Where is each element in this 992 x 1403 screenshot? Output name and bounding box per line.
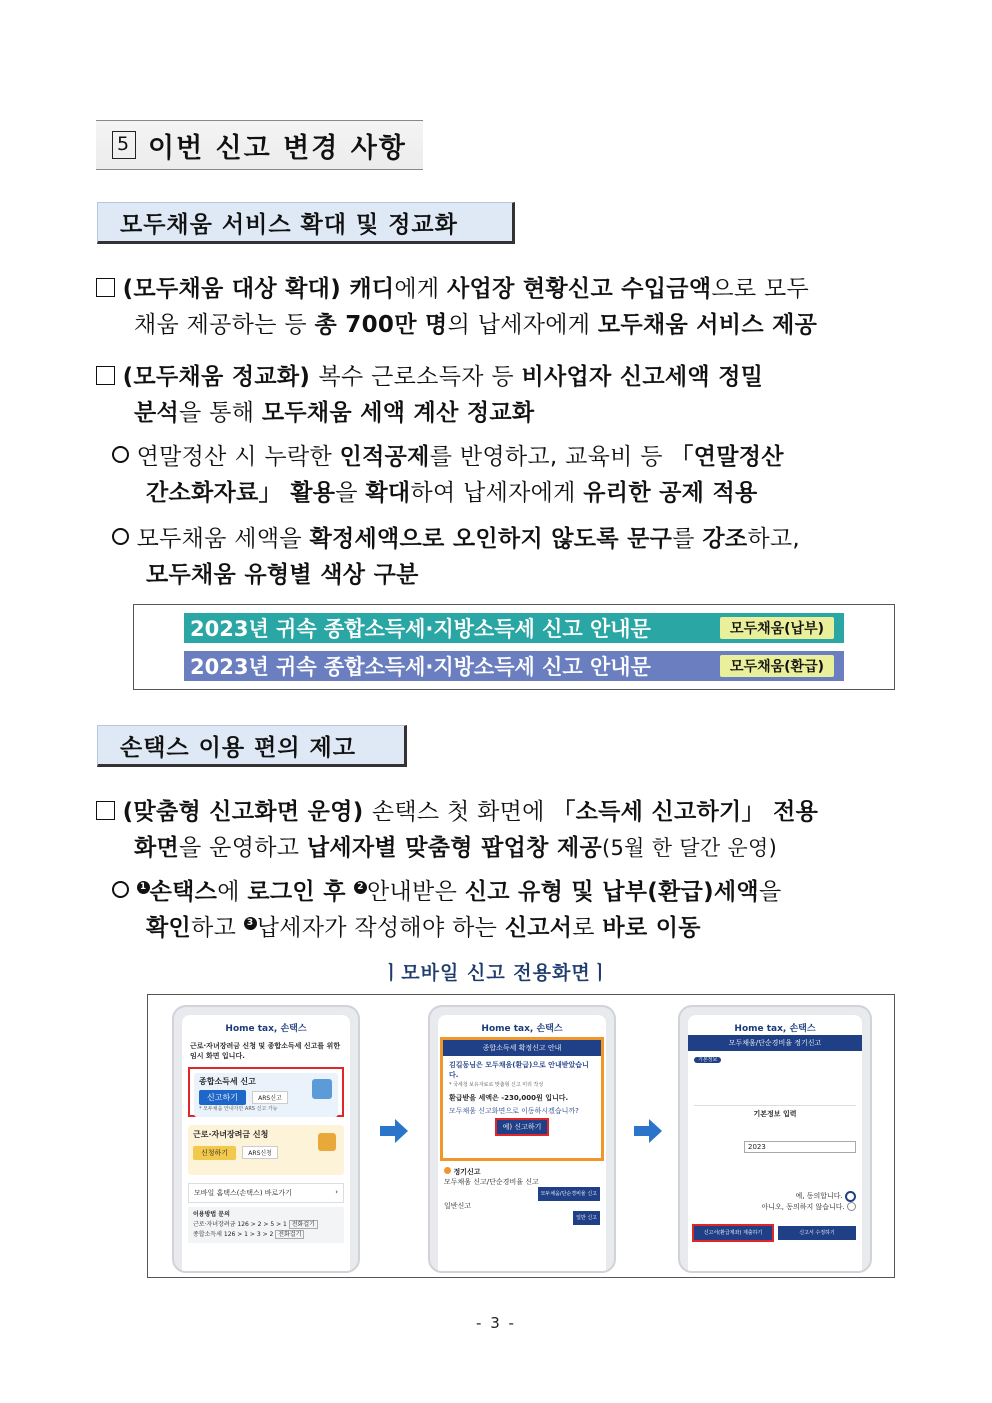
help-box: 이용방법 문의 근로·자녀장려금 126 > 2 > 5 > 1 전화걸기 종합소득세 126 > 1 > 3 > 2 전화걸기 <box>188 1207 344 1243</box>
disagree-radio[interactable] <box>847 1202 856 1211</box>
sontax-logo: Home tax, 손택스 <box>225 1024 307 1034</box>
paragraph-precision: (모두채움 정교화) 복수 근로소득자 등 비사업자 신고세액 정밀 분석을 통해 모두채움 세액 계산 정교화 <box>96 359 898 431</box>
checkbox-bullet <box>96 366 115 385</box>
chevron-right-icon: › <box>335 1188 338 1196</box>
phone-return-screen: Home tax, 손택스 모두채움/단순경비율 정기신고 기본정보 기본정보 입력 2023 예, 동의합니다. 아니오, 동의하지 않습니다. 신고서(환급계좌) 제출하기 신고서 수정하기 <box>678 1005 872 1273</box>
income-tax-card[interactable]: 종합소득세 신고 신고하기 ARS신고 * 모두채움 안내자만 ARS 신고 가능 <box>188 1067 344 1117</box>
dot-icon <box>444 1167 451 1174</box>
phone-popup-screen: Home tax, 손택스 종합소득세 확정신고 안내 김길동님은 모두채움(환급)으로 안내받았습니다. * 국세청 보유자료로 맞춤형 신고 미리 작성 환급받을 세액은 -230,000원 입니다. 모두채움 신고화면으로 이동하시겠습니까? 예) 신고하기 정기신고 모두채움 신고/단순경비율 신고 모두채움/단순경비율 신고 일반신고 일반 신고 <box>428 1005 616 1273</box>
page-number: - 3 - <box>476 1314 516 1332</box>
checkbox-bullet <box>96 801 115 820</box>
bullet-steps: 1 손택스에 로그인 후 2 안내받은 신고 유형 및 납부(환급)세액을 확인하고 3 납세자가 작성해야 하는 신고서로 바로 이동 <box>112 874 898 946</box>
circle-bullet <box>112 881 129 898</box>
return-header: 모두채움/단순경비율 정기신고 <box>688 1035 862 1051</box>
arrow-right-icon <box>634 1119 662 1143</box>
year-select[interactable]: 2023 <box>744 1141 856 1153</box>
circle-bullet <box>112 446 129 463</box>
section-number: 5 <box>112 131 136 159</box>
calculator-icon <box>312 1079 332 1099</box>
general-return-button[interactable]: 일반 신고 <box>573 1211 600 1225</box>
banner-tag-refund: 모두채움(환급) <box>720 655 834 677</box>
file-return-button[interactable]: 신고하기 <box>199 1090 246 1105</box>
paragraph-custom-screen: (맞춤형 신고화면 운영) 손택스 첫 화면에 「소득세 신고하기」 전용 화면을 운영하고 납세자별 맞춤형 팝업창 제공(5월 한 달간 운영) <box>96 794 898 866</box>
figure-caption: ㅣ모바일 신고 전용화면ㅣ <box>381 962 611 984</box>
mobile-screenshots <box>147 994 895 1278</box>
section-heading <box>96 120 423 170</box>
popup-frame: 종합소득세 확정신고 안내 김길동님은 모두채움(환급)으로 안내받았습니다. * 국세청 보유자료로 맞춤형 신고 미리 작성 환급받을 세액은 -230,000원 입니다. 모두채움 신고화면으로 이동하시겠습니까? 예) 신고하기 <box>440 1037 604 1161</box>
prefilled-return-button[interactable]: 모두채움/단순경비율 신고 <box>538 1187 600 1201</box>
submit-return-button[interactable]: 신고서(환급계좌) 제출하기 <box>694 1226 772 1240</box>
banner-tag-payment: 모두채움(납부) <box>720 617 834 639</box>
ars-button[interactable]: ARS신고 <box>252 1091 288 1104</box>
call-button[interactable]: 전화걸기 <box>275 1230 304 1239</box>
bullet-phrase-emphasis: 모두채움 세액을 확정세액으로 오인하지 않도록 문구를 강조하고, 모두채움 유형별 색상 구분 <box>112 521 898 593</box>
subheading-text: 모두채움 서비스 확대 및 정교화 <box>120 211 458 238</box>
arrow-right-icon <box>380 1119 408 1143</box>
yes-file-button[interactable]: 예) 신고하기 <box>497 1120 548 1134</box>
subheading-modu-chaeum <box>97 202 515 244</box>
banner-payment: 2023년 귀속 종합소득세·지방소득세 신고 안내문 모두채움(납부) <box>184 613 844 643</box>
bullet-personal-deduction: 연말정산 시 누락한 인적공제를 반영하고, 교육비 등 「연말정산 간소화자료」 활용을 확대하여 납세자에게 유리한 공제 적용 <box>112 439 898 511</box>
phone-home-screen <box>172 1005 360 1273</box>
step-tab[interactable]: 기본정보 <box>694 1057 721 1063</box>
apply-button[interactable]: 신청하기 <box>193 1146 236 1160</box>
notice-banner-box <box>133 604 895 690</box>
call-button[interactable]: 전화걸기 <box>289 1220 318 1229</box>
intro-text: 근로·자녀장려금 신청 및 종합소득세 신고를 위한 임시 화면 입니다. <box>190 1042 341 1060</box>
edit-return-button[interactable]: 신고서 수정하기 <box>778 1226 856 1240</box>
paragraph-target-expansion: (모두채움 대상 확대) 캐디에게 사업장 현황신고 수입금액으로 모두 채움 제공하는 등 총 700만 명의 납세자에게 모두채움 서비스 제공 <box>96 271 898 343</box>
agree-radio[interactable] <box>845 1191 856 1202</box>
earned-income-card[interactable]: 근로·자녀장려금 신청 신청하기 ARS신청 <box>188 1125 344 1175</box>
banner-refund: 2023년 귀속 종합소득세·지방소득세 신고 안내문 모두채움(환급) <box>184 651 844 681</box>
coin-icon <box>318 1133 336 1151</box>
mobile-hometax-link[interactable]: 모바일 홈택스(손택스) 바로가기 › <box>188 1183 344 1203</box>
popup-header: 종합소득세 확정신고 안내 <box>443 1040 601 1056</box>
subheading-text: 손택스 이용 편의 제고 <box>120 734 356 761</box>
circle-bullet <box>112 528 129 545</box>
checkbox-bullet <box>96 278 115 297</box>
subheading-sontax <box>97 725 407 767</box>
section-title: 이번 신고 변경 사항 <box>148 132 407 164</box>
